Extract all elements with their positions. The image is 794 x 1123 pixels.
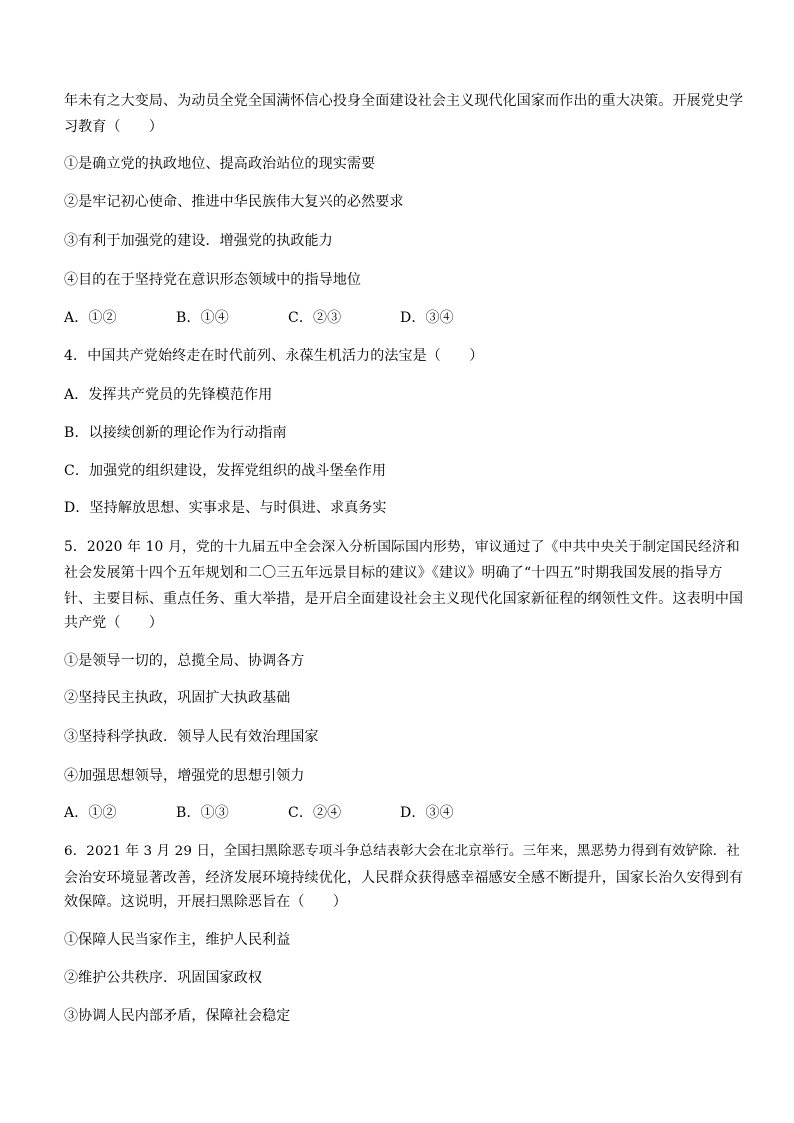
q6-option-2: ②维护公共秩序．巩固国家政权	[64, 970, 263, 986]
q5-stem-line3: 针、主要目标、重点任务、重大举措，是开启全面建设社会主义现代化国家新征程的纲领性文件。这表明中国	[64, 591, 744, 607]
q4-stem: 4．中国共产党始终走在时代前列、永葆生机活力的法宝是（ ）	[64, 348, 484, 364]
q4-option-d: D．坚持解放思想、实事求是、与时俱进、求真务实	[64, 500, 387, 516]
q3-option-3: ③有利于加强党的建设．增强党的执政能力	[64, 233, 333, 249]
q3-option-2: ②是牢记初心使命、推进中华民族伟大复兴的必然要求	[64, 194, 404, 210]
q6-stem-line2: 会治安环境显著改善，经济发展环境持续优化，人民群众获得感幸福感安全感不断提升，国家长治久安得到有	[64, 870, 744, 886]
q6-stem-line3: 效保障。这说明，开展扫黑除恶旨在（ ）	[64, 894, 347, 910]
q5-option-3: ③坚持科学执政．领导人民有效治理国家	[64, 729, 319, 745]
q5-choices	[64, 805, 744, 821]
q5-choice-b: B．①③	[176, 805, 229, 821]
q5-stem-line4: 共产党（ ）	[64, 615, 164, 631]
q6-stem-line1: 6．2021 年 3 月 29 日，全国扫黑除恶专项斗争总结表彰大会在北京举行。三年来，黑恶势力得到有效铲除．社	[64, 844, 740, 859]
q5-stem-line2: 社会发展第十四个五年规划和二〇三五年远景目标的建议》《建议》明确了“十四五”时期我国发展的指导方	[64, 565, 723, 581]
q5-choice-c: C．②④	[288, 805, 342, 821]
q5-option-2: ②坚持民主执政，巩固扩大执政基础	[64, 690, 291, 706]
q6-option-1: ①保障人民当家作主，维护人民利益	[64, 932, 291, 948]
q3-option-4: ④目的在于坚持党在意识形态领域中的指导地位	[64, 272, 362, 288]
q5-option-1: ①是领导一切的，总揽全局、协调各方	[64, 653, 305, 669]
q4-option-c: C．加强党的组织建设，发挥党组织的战斗堡垒作用	[64, 463, 387, 479]
q5-choice-d: D．③④	[400, 805, 454, 821]
q3-option-1: ①是确立党的执政地位、提高政治站位的现实需要	[64, 156, 376, 172]
q4-option-b: B．以接续创新的理论作为行动指南	[64, 425, 287, 441]
q5-stem-line1: 5．2020 年 10 月，党的十九届五中全会深入分析国际国内形势，审议通过了《中共中央关于制定国民经济和	[64, 539, 740, 555]
q3-choices	[64, 310, 744, 326]
q3-choice-b: B．①④	[176, 310, 229, 326]
q3-stem-line1: 年未有之大变局、为动员全党全国满怀信心投身全面建设社会主义现代化国家而作出的重大决策。开展党史学	[64, 93, 744, 109]
q5-option-4: ④加强思想领导，增强党的思想引领力	[64, 768, 305, 784]
q3-choice-c: C．②③	[288, 310, 342, 326]
q3-choice-a: A．①②	[64, 310, 117, 326]
q4-option-a: A．发挥共产党员的先锋模范作用	[64, 387, 273, 403]
q3-stem-line2: 习教育（ ）	[64, 119, 164, 135]
q3-choice-d: D．③④	[400, 310, 454, 326]
q5-choice-a: A．①②	[64, 805, 117, 821]
q6-option-3: ③协调人民内部矛盾，保障社会稳定	[64, 1008, 291, 1024]
